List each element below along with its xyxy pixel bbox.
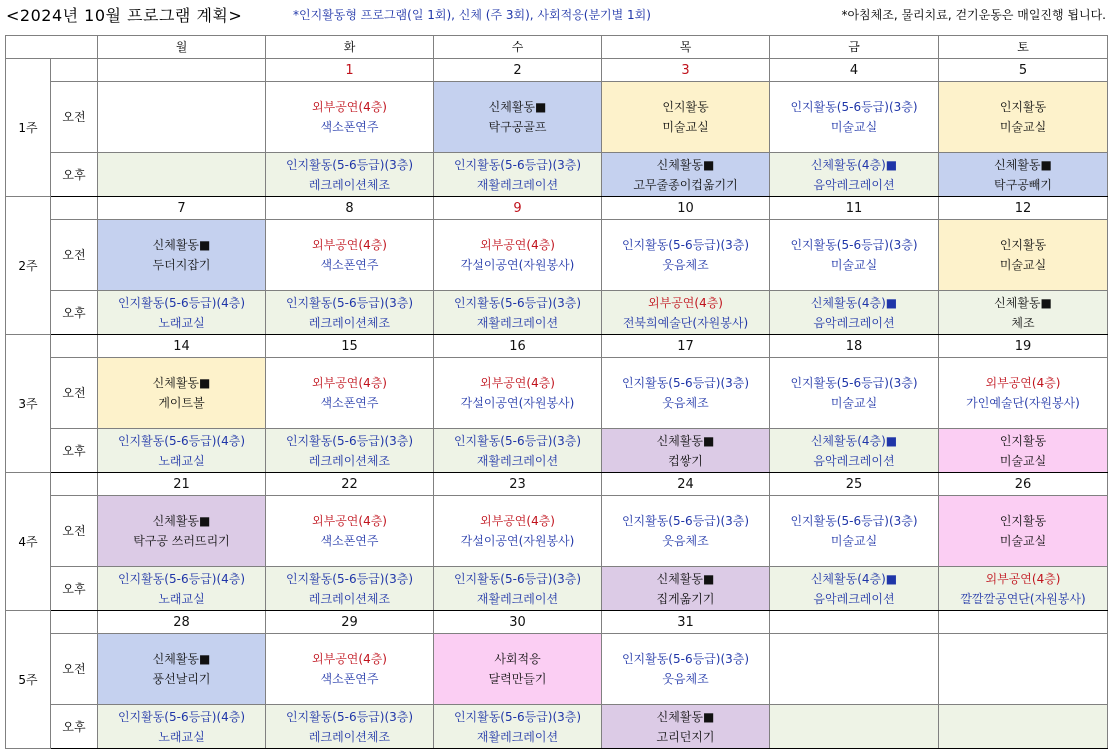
activity-title: 신체활동■ xyxy=(488,100,547,114)
morning-row xyxy=(6,496,1108,567)
date-cell xyxy=(266,197,434,220)
activity-detail: 웃음체조 xyxy=(662,258,709,272)
date-number: 3 xyxy=(681,62,690,78)
activity-detail: 집게옮기기 xyxy=(656,591,715,606)
activity-detail: 레크레이션체조 xyxy=(308,729,391,744)
activity-title: 인지활동(5-6등급)(3층) xyxy=(790,376,918,390)
activity-detail: 가인예술단(자원봉사) xyxy=(966,396,1080,410)
activity-cell xyxy=(266,705,434,749)
activity-title: 인지활동(5-6등급)(4층) xyxy=(117,295,246,310)
week-label: 1주 xyxy=(6,59,51,197)
date-number: 17 xyxy=(677,338,694,354)
activity-cell xyxy=(770,705,939,749)
date-cell xyxy=(434,59,602,82)
activity-detail: 색소폰연주 xyxy=(320,534,379,548)
activity-title: 외부공연(4층) xyxy=(985,571,1061,586)
date-cell xyxy=(266,611,434,634)
activity-cell xyxy=(939,634,1108,705)
week-label: 3주 xyxy=(6,335,51,473)
activity-detail: 미술교실 xyxy=(662,120,709,134)
activity-title: 인지활동(5-6등급)(4층) xyxy=(117,709,246,724)
activity-cell xyxy=(770,634,939,705)
activity-detail: 색소폰연주 xyxy=(320,672,379,686)
activity-detail: 미술교실 xyxy=(830,534,878,548)
activity-cell xyxy=(98,82,266,153)
date-number: 14 xyxy=(173,338,190,354)
activity-title: 인지활동(5-6등급)(3층) xyxy=(621,238,750,252)
activity-title: 외부공연(4층) xyxy=(312,100,387,114)
activity-detail: 웃음체조 xyxy=(662,396,709,410)
activity-detail: 탁구공골프 xyxy=(488,120,547,134)
activity-cell xyxy=(602,705,770,749)
activity-detail: 미술교실 xyxy=(999,120,1047,134)
activity-title: 인지활동 xyxy=(999,100,1047,114)
activity-detail: 레크레이션체조 xyxy=(308,591,391,606)
activity-cell xyxy=(939,496,1108,567)
activity-cell xyxy=(602,429,770,473)
activity-cell xyxy=(98,429,266,473)
activity-cell xyxy=(602,567,770,611)
activity-detail: 깔깔깔공연단(자원봉사) xyxy=(960,591,1086,606)
day-header: 월 xyxy=(98,36,266,59)
activity-title: 외부공연(4층) xyxy=(480,514,555,528)
activity-title: 인지활동 xyxy=(999,238,1047,252)
activity-detail: 음악레크레이션 xyxy=(813,177,895,192)
date-cell xyxy=(770,335,939,358)
activity-title: 인지활동(5-6등급)(3층) xyxy=(453,157,582,172)
date-number: 24 xyxy=(677,476,694,492)
afternoon-row xyxy=(6,705,1108,749)
activity-detail: 노래교실 xyxy=(158,315,205,330)
activity-title: 신체활동■ xyxy=(656,433,715,448)
activity-cell xyxy=(434,291,602,335)
activity-cell xyxy=(434,567,602,611)
date-number: 8 xyxy=(345,200,354,216)
activity-title: 인지활동(5-6등급)(3층) xyxy=(453,571,582,586)
date-cell xyxy=(434,197,602,220)
day-header-row xyxy=(6,36,1108,59)
activity-cell xyxy=(98,634,266,705)
morning-label: 오전 xyxy=(51,496,98,567)
activity-detail: 레크레이션체조 xyxy=(308,315,391,330)
date-cell xyxy=(98,59,266,82)
date-cell xyxy=(602,197,770,220)
day-header: 수 xyxy=(434,36,602,59)
activity-cell xyxy=(939,358,1108,429)
day-header: 화 xyxy=(266,36,434,59)
activity-title: 인지활동 xyxy=(999,433,1047,448)
date-cell xyxy=(939,611,1108,634)
date-number: 9 xyxy=(513,200,522,216)
afternoon-label: 오후 xyxy=(51,429,98,473)
activity-cell xyxy=(770,220,939,291)
activity-cell xyxy=(602,220,770,291)
activity-detail: 색소폰연주 xyxy=(320,258,379,272)
activity-title: 외부공연(4층) xyxy=(312,514,387,528)
activity-cell xyxy=(770,358,939,429)
activity-detail: 각설이공연(자원봉사) xyxy=(460,396,575,410)
activity-title: 신체활동■ xyxy=(656,157,715,172)
date-number: 16 xyxy=(509,338,526,354)
activity-title: 신체활동■ xyxy=(994,157,1052,172)
date-cell xyxy=(98,335,266,358)
activity-detail: 웃음체조 xyxy=(662,534,709,548)
activity-detail: 재활레크레이션 xyxy=(476,177,559,192)
activity-title: 외부공연(4층) xyxy=(985,376,1061,390)
activity-title: 신체활동■ xyxy=(656,709,715,724)
date-number: 15 xyxy=(341,338,358,354)
activity-detail: 고리던지기 xyxy=(656,729,715,744)
activity-cell xyxy=(98,358,266,429)
activity-cell xyxy=(770,567,939,611)
date-number: 31 xyxy=(677,614,694,630)
activity-detail: 미술교실 xyxy=(830,396,878,410)
date-number: 4 xyxy=(849,62,859,78)
date-number: 28 xyxy=(173,614,190,630)
activity-title: 사회적응 xyxy=(494,652,541,666)
activity-cell xyxy=(98,153,266,197)
date-row xyxy=(6,197,1108,220)
activity-cell xyxy=(266,567,434,611)
date-cell xyxy=(434,611,602,634)
activity-title: 외부공연(4층) xyxy=(480,376,555,390)
activity-title: 외부공연(4층) xyxy=(480,238,555,252)
afternoon-row xyxy=(6,153,1108,197)
activity-detail: 체조 xyxy=(1011,315,1035,330)
activity-title: 인지활동(5-6등급)(3층) xyxy=(621,514,750,528)
corner-cell xyxy=(6,36,98,59)
activity-cell xyxy=(98,220,266,291)
activity-cell xyxy=(770,153,939,197)
date-cell xyxy=(98,611,266,634)
date-row-spacer xyxy=(51,473,98,496)
date-cell xyxy=(266,59,434,82)
date-cell xyxy=(602,335,770,358)
activity-title: 신체활동(4층)■ xyxy=(810,571,898,586)
activity-title: 인지활동(5-6등급)(3층) xyxy=(790,100,918,114)
activity-cell xyxy=(98,705,266,749)
date-row xyxy=(6,59,1108,82)
morning-row xyxy=(6,634,1108,705)
afternoon-row xyxy=(6,291,1108,335)
date-number: 19 xyxy=(1014,338,1032,354)
activity-detail: 레크레이션체조 xyxy=(308,453,391,468)
activity-title: 신체활동(4층)■ xyxy=(810,433,898,448)
activity-detail: 미술교실 xyxy=(830,120,878,134)
activity-cell xyxy=(770,291,939,335)
day-header: 토 xyxy=(939,36,1108,59)
activity-cell xyxy=(266,496,434,567)
afternoon-label: 오후 xyxy=(51,705,98,749)
activity-detail: 색소폰연주 xyxy=(320,120,379,134)
activity-title: 외부공연(4층) xyxy=(312,652,387,666)
activity-cell xyxy=(602,634,770,705)
activity-title: 인지활동(5-6등급)(3층) xyxy=(621,376,750,390)
activity-title: 신체활동■ xyxy=(152,238,211,252)
date-number: 12 xyxy=(1014,200,1032,216)
activity-title: 인지활동(5-6등급)(3층) xyxy=(285,571,414,586)
activity-cell xyxy=(434,634,602,705)
morning-label: 오전 xyxy=(51,220,98,291)
date-number: 18 xyxy=(845,338,863,354)
activity-detail: 탁구공 쓰러뜨리기 xyxy=(133,534,230,548)
activity-cell xyxy=(266,82,434,153)
monthly-schedule-table xyxy=(5,35,1108,749)
morning-label: 오전 xyxy=(51,82,98,153)
activity-title: 인지활동(5-6등급)(3층) xyxy=(621,652,750,666)
activity-cell xyxy=(434,153,602,197)
activity-cell xyxy=(98,496,266,567)
activity-detail: 미술교실 xyxy=(999,258,1047,272)
date-cell xyxy=(939,59,1108,82)
activity-detail: 웃음체조 xyxy=(662,672,709,686)
afternoon-row xyxy=(6,429,1108,473)
date-cell xyxy=(602,473,770,496)
date-number: 29 xyxy=(341,614,358,630)
date-cell xyxy=(98,197,266,220)
date-cell xyxy=(602,611,770,634)
day-header: 목 xyxy=(602,36,770,59)
activity-detail: 노래교실 xyxy=(158,729,205,744)
date-number: 30 xyxy=(509,614,526,630)
activity-cell xyxy=(434,496,602,567)
date-row xyxy=(6,473,1108,496)
activity-cell xyxy=(770,496,939,567)
activity-title: 외부공연(4층) xyxy=(312,376,387,390)
activity-cell xyxy=(770,82,939,153)
activity-title: 외부공연(4층) xyxy=(648,295,723,310)
date-number: 5 xyxy=(1018,62,1028,78)
activity-detail: 재활레크레이션 xyxy=(476,453,559,468)
activity-title: 인지활동(5-6등급)(3층) xyxy=(453,709,582,724)
activity-title: 인지활동(5-6등급)(3층) xyxy=(285,433,414,448)
activity-title: 외부공연(4층) xyxy=(312,238,387,252)
date-cell xyxy=(266,335,434,358)
activity-detail: 미술교실 xyxy=(999,453,1047,468)
activity-cell xyxy=(602,291,770,335)
activity-title: 인지활동(5-6등급)(3층) xyxy=(285,709,414,724)
activity-detail: 재활레크레이션 xyxy=(476,591,559,606)
activity-title: 신체활동■ xyxy=(152,376,211,390)
activity-title: 인지활동(5-6등급)(3층) xyxy=(285,157,414,172)
page-header xyxy=(0,0,1116,28)
week-label: 4주 xyxy=(6,473,51,611)
activity-detail: 풍선날리기 xyxy=(152,672,211,686)
date-number: 21 xyxy=(173,476,190,492)
date-row-spacer xyxy=(51,197,98,220)
date-cell xyxy=(434,473,602,496)
activity-title: 신체활동■ xyxy=(152,652,211,666)
activity-cell xyxy=(434,705,602,749)
afternoon-row xyxy=(6,567,1108,611)
afternoon-label: 오후 xyxy=(51,291,98,335)
activity-detail: 달력만들기 xyxy=(488,672,547,686)
date-cell xyxy=(434,335,602,358)
date-number: 1 xyxy=(345,62,354,78)
morning-label: 오전 xyxy=(51,358,98,429)
activity-title: 인지활동(5-6등급)(3층) xyxy=(453,433,582,448)
date-cell xyxy=(98,473,266,496)
week-label: 5주 xyxy=(6,611,51,749)
activity-detail: 전북희예술단(자원봉사) xyxy=(622,315,749,330)
activity-cell xyxy=(602,496,770,567)
afternoon-label: 오후 xyxy=(51,153,98,197)
daily-activity-note: *아침체조, 물리치료, 걷기운동은 매일진행 됩니다. xyxy=(841,8,1106,22)
activity-title: 신체활동■ xyxy=(994,295,1052,310)
date-cell xyxy=(770,611,939,634)
date-row-spacer xyxy=(51,611,98,634)
date-cell xyxy=(602,59,770,82)
date-cell xyxy=(939,335,1108,358)
activity-cell xyxy=(266,634,434,705)
activity-cell xyxy=(602,82,770,153)
activity-detail: 각설이공연(자원봉사) xyxy=(460,534,575,548)
date-cell xyxy=(939,473,1108,496)
day-header: 금 xyxy=(770,36,939,59)
program-frequency-note: *인지활동형 프로그램(일 1회), 신체 (주 3회), 사회적응(분기별 1회) xyxy=(293,8,651,22)
activity-cell xyxy=(266,429,434,473)
activity-cell xyxy=(602,358,770,429)
activity-cell xyxy=(98,291,266,335)
activity-title: 신체활동■ xyxy=(656,571,715,586)
activity-detail: 레크레이션체조 xyxy=(308,177,391,192)
date-row xyxy=(6,335,1108,358)
date-number: 26 xyxy=(1014,476,1032,492)
activity-cell xyxy=(98,567,266,611)
activity-cell xyxy=(939,429,1108,473)
morning-row xyxy=(6,82,1108,153)
activity-detail: 색소폰연주 xyxy=(320,396,379,410)
date-number: 22 xyxy=(341,476,358,492)
date-cell xyxy=(770,59,939,82)
page-title: <2024년 10월 프로그램 계획> xyxy=(6,6,243,25)
activity-cell xyxy=(939,220,1108,291)
date-row-spacer xyxy=(51,335,98,358)
activity-cell xyxy=(939,153,1108,197)
activity-detail: 고무줄종이컵옮기기 xyxy=(633,177,738,192)
activity-detail: 음악레크레이션 xyxy=(813,453,895,468)
activity-detail: 각설이공연(자원봉사) xyxy=(460,258,575,272)
activity-title: 인지활동(5-6등급)(4층) xyxy=(117,571,246,586)
activity-detail: 노래교실 xyxy=(158,591,205,606)
activity-detail: 컵쌓기 xyxy=(668,453,703,468)
activity-detail: 음악레크레이션 xyxy=(813,591,895,606)
date-cell xyxy=(266,473,434,496)
activity-cell xyxy=(939,567,1108,611)
activity-cell xyxy=(434,82,602,153)
activity-cell xyxy=(266,220,434,291)
activity-detail: 재활레크레이션 xyxy=(476,315,559,330)
activity-cell xyxy=(434,220,602,291)
morning-label: 오전 xyxy=(51,634,98,705)
activity-title: 인지활동(5-6등급)(3층) xyxy=(285,295,414,310)
activity-cell xyxy=(770,429,939,473)
activity-cell xyxy=(939,705,1108,749)
date-number: 10 xyxy=(677,200,694,216)
activity-detail: 게이트볼 xyxy=(158,396,205,410)
activity-cell xyxy=(266,291,434,335)
date-number: 25 xyxy=(845,476,863,492)
activity-detail: 음악레크레이션 xyxy=(813,315,895,330)
activity-cell xyxy=(266,358,434,429)
activity-detail: 미술교실 xyxy=(999,534,1047,548)
date-number: 23 xyxy=(509,476,526,492)
activity-cell xyxy=(602,153,770,197)
morning-row xyxy=(6,220,1108,291)
date-cell xyxy=(770,197,939,220)
activity-detail: 노래교실 xyxy=(158,453,205,468)
activity-title: 인지활동(5-6등급)(3층) xyxy=(453,295,582,310)
activity-detail: 두더지잡기 xyxy=(152,258,211,272)
activity-title: 인지활동 xyxy=(662,100,709,114)
activity-detail: 미술교실 xyxy=(830,258,878,272)
activity-title: 인지활동(5-6등급)(3층) xyxy=(790,238,918,252)
activity-title: 신체활동(4층)■ xyxy=(810,295,898,310)
activity-cell xyxy=(939,291,1108,335)
morning-row xyxy=(6,358,1108,429)
date-row xyxy=(6,611,1108,634)
activity-title: 인지활동(5-6등급)(4층) xyxy=(117,433,246,448)
date-cell xyxy=(939,197,1108,220)
date-number: 11 xyxy=(845,200,863,216)
activity-title: 인지활동 xyxy=(999,514,1047,528)
date-number: 2 xyxy=(513,62,522,78)
date-cell xyxy=(770,473,939,496)
afternoon-label: 오후 xyxy=(51,567,98,611)
week-label: 2주 xyxy=(6,197,51,335)
date-number: 7 xyxy=(177,200,186,216)
activity-title: 신체활동■ xyxy=(152,514,211,528)
activity-detail: 재활레크레이션 xyxy=(476,729,559,744)
activity-cell xyxy=(939,82,1108,153)
activity-title: 인지활동(5-6등급)(3층) xyxy=(790,514,918,528)
activity-title: 신체활동(4층)■ xyxy=(810,157,898,172)
activity-cell xyxy=(434,429,602,473)
activity-detail: 탁구공빼기 xyxy=(994,177,1052,192)
activity-cell xyxy=(434,358,602,429)
activity-cell xyxy=(266,153,434,197)
date-row-spacer xyxy=(51,59,98,82)
